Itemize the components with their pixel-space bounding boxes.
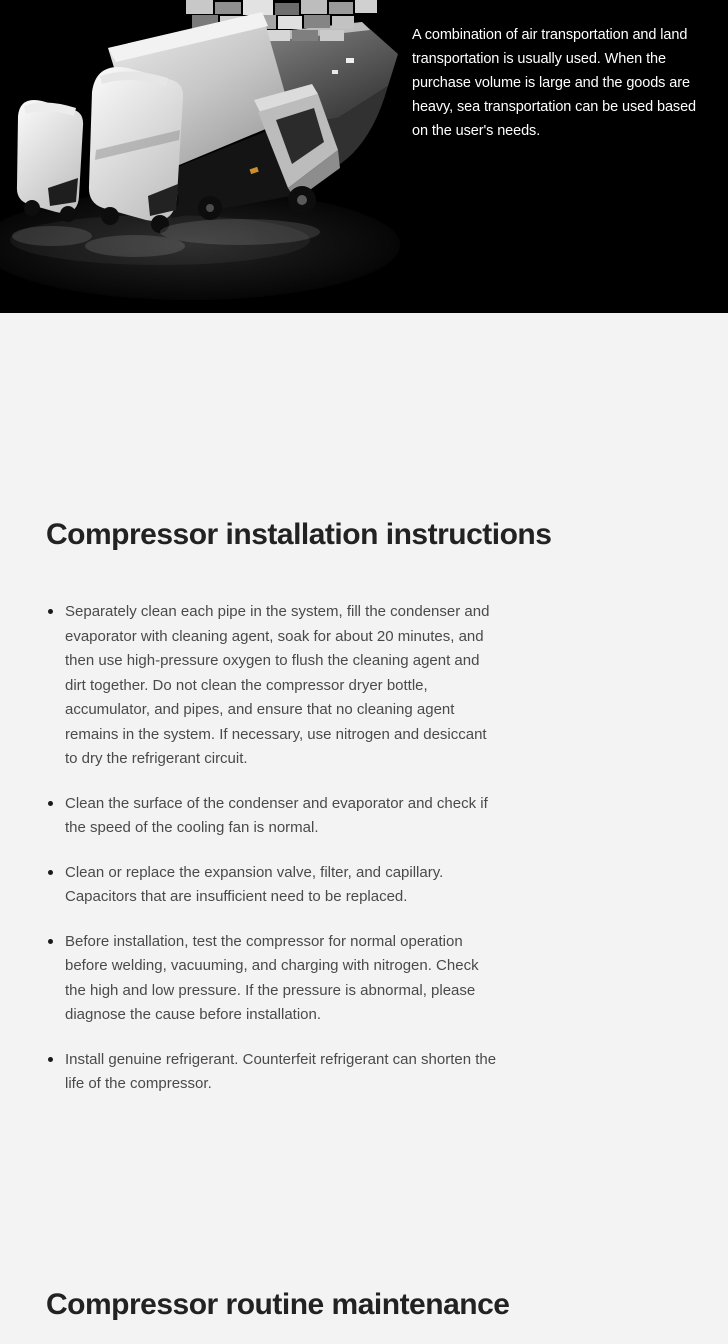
small-van	[17, 100, 83, 222]
content-section	[0, 313, 728, 1344]
list-item: Separately clean each pipe in the system, fill the condenser and evaporator with cleaning agent, soak for about 20 minutes, and then use high-pressure oxygen to flush the cleaning agent and dirt together. Do not clean the compressor dryer bottle, accumulator, and pipes, and ensure that no cleaning agent remains in the system. If necessary, use nitrogen and desiccant to dry the refrigerant circuit.	[46, 600, 502, 772]
transport-illustration-icon	[0, 0, 410, 313]
installation-heading: Compressor installation instructions	[46, 518, 552, 551]
maintenance-heading: Compressor routine maintenance	[46, 1287, 510, 1321]
list-item: Install genuine refrigerant. Counterfeit refrigerant can shorten the life of the compressor.	[46, 1048, 502, 1097]
hero-banner	[0, 0, 728, 313]
banner-description: A combination of air transportation and land transportation is usually used. When the purchase volume is large and the goods are heavy, sea transportation can be used based on the user's needs.	[412, 26, 697, 139]
list-item: Before installation, test the compressor for normal operation before welding, vacuuming, and charging with nitrogen. Check the high and low pressure. If the pressure is abnormal, please diagnose the cause before installation.	[46, 930, 502, 1028]
list-item: Clean the surface of the condenser and evaporator and check if the speed of the cooling fan is normal.	[46, 792, 502, 841]
installation-instructions-list	[46, 600, 728, 1097]
list-item: Clean or replace the expansion valve, filter, and capillary. Capacitors that are insufficient need to be replaced.	[46, 861, 502, 910]
